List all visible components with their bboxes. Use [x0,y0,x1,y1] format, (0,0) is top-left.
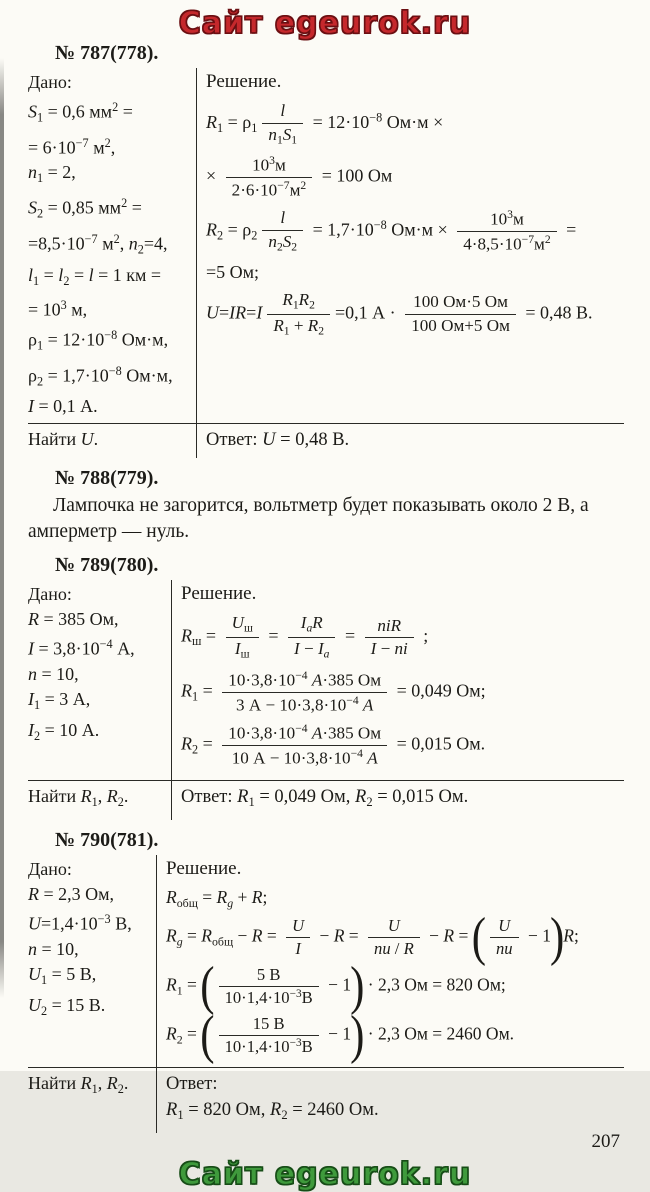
fraction: $\frac{R_1R_2}{R_1 + R_2}$ [267,290,330,338]
fraction: $\frac{U}{nu / R}$ [368,916,420,959]
problem-790-main-row [28,855,624,1067]
fraction: $\frac{100 Ом\cdot 5 Ом}{100 Ом+5 Ом}$ [405,292,516,336]
equation-line: $R_2 = \rho_2$ $\frac{l}{n_2S_2}$ = $1,7\cdot 10^{-8}$ Ом·м × $\frac{10^3м}{4\cdot 8,5\cdot 10^{-7}м^2}$ = [206,207,577,254]
given-line: $l_1 = l_2 = l = 1$ км = [28,264,162,288]
given-line: $U_2 = 15$ В. [28,994,106,1018]
fraction: $\frac{\text{niR}}{I - ni}$ [365,616,414,660]
problem-789-given-column [28,580,172,780]
problem-788-heading: № 788(779). [55,467,159,490]
answer-line: Ответ: [166,1074,218,1095]
given-line: $I_1 = 3$ А, [28,689,91,712]
solution-label: Решение. [206,71,282,92]
given-line: n = 10, [28,938,79,959]
problem-789-heading: № 789(780). [55,554,159,577]
page-number: 207 [591,1131,620,1153]
problem-787-given-column [28,68,197,423]
fraction: $\frac{I_aR}{I - I_a}$ [288,613,335,661]
solution-lines [166,887,624,1065]
fraction: $\frac{10\cdot 3,8\cdot 10^{-4} А\cdot 385 Ом}{3 А - 10\cdot 3,8\cdot 10^{-4} А}$ [222,669,387,716]
problem-789-solution-column [172,580,624,780]
given-line: $S_1 = 0,6$ $мм^2$ = [28,100,133,125]
problem-790-given-column [28,855,157,1067]
problem-788 [0,467,650,545]
given-lines [28,882,152,1024]
solution-lines [181,613,624,769]
given-line: I = 0,1 А. [28,396,98,417]
find-text: Найти $R_1$, $R_2$. [28,1073,129,1097]
equation-line: $R_2$ = ( $\frac{15 В}{10\cdot 1,4\cdot 10^{-3}В}$ − 1 ) · 2,3 Ом = 2460 Ом. [166,1005,515,1065]
answer-lines [181,784,624,815]
given-label: Дано: [28,859,72,880]
equation-line: =5 Ом; [206,261,260,282]
find-text: Найти U. [28,429,99,450]
fraction: $\frac{15 В}{10\cdot 1,4\cdot 10^{-3}В}$ [219,1014,319,1057]
given-line: $n_1 = 2$, [28,162,76,186]
given-line: = $10^3$ м, [28,298,88,321]
find-cell [28,424,197,458]
problem-790-table [28,855,624,1133]
problem-787-table [28,68,624,458]
equation-line: $R_1$ = $\frac{10\cdot 3,8\cdot 10^{-4} А\cdot 385 Ом}{3 А - 10\cdot 3,8\cdot 10^{-4} А}$ = 0,049 Ом; [181,668,486,714]
find-text: Найти $R_1$, $R_2$. [28,786,129,810]
problem-787 [0,42,650,458]
problem-787-heading: № 787(778). [55,42,159,64]
given-line: = $6\cdot 10^{-7}$ $м^2$, [28,135,116,158]
fraction: $\frac{l}{n_1S_1}$ [262,101,303,147]
parenthesized-group: ( $\frac{U}{nu}$ − 1 ) [471,907,565,967]
equation-line: × $\frac{10^3м}{2\cdot 6\cdot 10^{-7}м^2}$ = 100 Ом [206,154,393,200]
problem-787-find-row [28,423,624,458]
equation-line: $R_g = R_{общ} - R$ = $\frac{U}{I}$ − R = $\frac{U}{nu / R}$ − R = ( $\frac{U}{nu}$ − 1 ) R; [166,907,579,967]
equation-line: $R_1 = \rho_1$ $\frac{l}{n_1S_1}$ = $12\cdot 10^{-8}$ Ом·м × [206,101,444,147]
problem-788-answer-paragraph: Лампочка не загорится, вольтметр будет показывать около 2 В, а амперметр — нуль. [28,495,589,543]
equation-line: $R_ш$ = $\frac{U_ш}{I_ш}$ = $\frac{I_aR}{I - I_a}$ = $\frac{\text{niR}}{I - ni}$ ; [181,613,429,661]
parenthesized-group: ( $\frac{15 В}{10\cdot 1,4\cdot 10^{-3}В}$ − 1 ) [200,1005,365,1065]
given-line: $=8,5\cdot 10^{-7}$ $м^2$, $n_2=4$, [28,231,168,257]
given-line: $I = 3,8\cdot 10^{-4}$ А, [28,637,135,660]
site-watermark-bottom [0,1157,650,1192]
find-cell [28,781,172,820]
problem-790-find-row [28,1067,624,1133]
problem-789 [0,554,650,820]
equation-line: $R_2$ = $\frac{10\cdot 3,8\cdot 10^{-4} А\cdot 385 Ом}{10 А - 10\cdot 3,8\cdot 10^{-4} А}$ = 0,015 Ом. [181,722,486,768]
fraction: $\frac{10^3м}{4\cdot 8,5\cdot 10^{-7}м^2}$ [457,208,556,255]
site-watermark-top-text: Сайт egeurok.ru [178,6,472,41]
answer-cell [157,1068,624,1133]
find-cell [28,1068,157,1133]
answer-line: $R_1 = 820$ Ом, $R_2 = 2460$ Ом. [166,1100,379,1123]
problem-789-table [28,580,624,820]
given-line: R = 385 Ом, [28,609,119,630]
solution-label: Решение. [166,858,242,880]
problem-789-find-row [28,780,624,820]
given-line: $\rho_1 = 12\cdot 10^{-8}$ Ом·м, [28,328,169,353]
given-line: $S_2 = 0,85$ $мм^2$ = [28,196,142,221]
given-lines [28,607,167,749]
given-line: $U_1 = 5$ В, [28,963,97,987]
answer-line: Ответ: $R_1 = 0,049$ Ом, $R_2 = 0,015$ Ом. [181,787,469,810]
answer-cell [197,424,624,458]
problem-790 [0,829,650,1133]
equation-line: $R_1$ = ( $\frac{5 В}{10\cdot 1,4\cdot 10^{-3}В}$ − 1 ) · 2,3 Ом = 820 Ом; [166,956,506,1016]
answer-lines [166,1071,624,1128]
parenthesized-group: ( $\frac{5 В}{10\cdot 1,4\cdot 10^{-3}В}$ − 1 ) [200,956,365,1016]
fraction: $\frac{U}{nu}$ [490,916,519,959]
solution-label: Решение. [181,583,257,605]
fraction: $\frac{U}{I}$ [286,916,310,959]
problem-790-solution-column [157,855,624,1067]
given-line: $I_2 = 10$ А. [28,720,100,743]
fraction: $\frac{5 В}{10\cdot 1,4\cdot 10^{-3}В}$ [219,965,319,1008]
fraction: $\frac{U_ш}{I_ш}$ [226,613,259,661]
problem-790-heading: № 790(781). [55,829,159,852]
problem-789-main-row [28,580,624,780]
given-line: $U=1,4\cdot 10^{-3}$ В, [28,912,132,934]
given-lines [28,95,192,419]
fraction: $\frac{l}{n_2S_2}$ [262,208,303,254]
site-watermark-top [0,0,650,41]
answer-cell [172,781,624,820]
fraction: $\frac{10\cdot 3,8\cdot 10^{-4} А\cdot 385 Ом}{10 А - 10\cdot 3,8\cdot 10^{-4} А}$ [222,722,387,769]
given-label: Дано: [28,72,72,92]
given-line: $\rho_2 = 1,7\cdot 10^{-8}$ Ом·м, [28,363,173,389]
solution-lines [206,101,624,338]
fraction: $\frac{10^3м}{2\cdot 6\cdot 10^{-7}м^2}$ [226,154,313,201]
problem-787-solution-column [197,68,624,423]
site-watermark-bottom-text: Сайт egeurok.ru [178,1157,472,1192]
equation-line: $R_{общ} = R_g + R$; [166,887,268,911]
answer-line: Ответ: U = 0,48 В. [206,430,350,451]
answer-lines [206,427,624,453]
given-line: n = 10, [28,664,79,685]
given-label: Дано: [28,584,72,605]
problem-787-main-row [28,68,624,423]
given-line: R = 2,3 Ом, [28,884,115,905]
equation-line: U=IR=I $\frac{R_1R_2}{R_1 + R_2}$ =0,1 А · $\frac{100 Ом\cdot 5 Ом}{100 Ом+5 Ом}$ = 0,48 В. [206,289,593,338]
